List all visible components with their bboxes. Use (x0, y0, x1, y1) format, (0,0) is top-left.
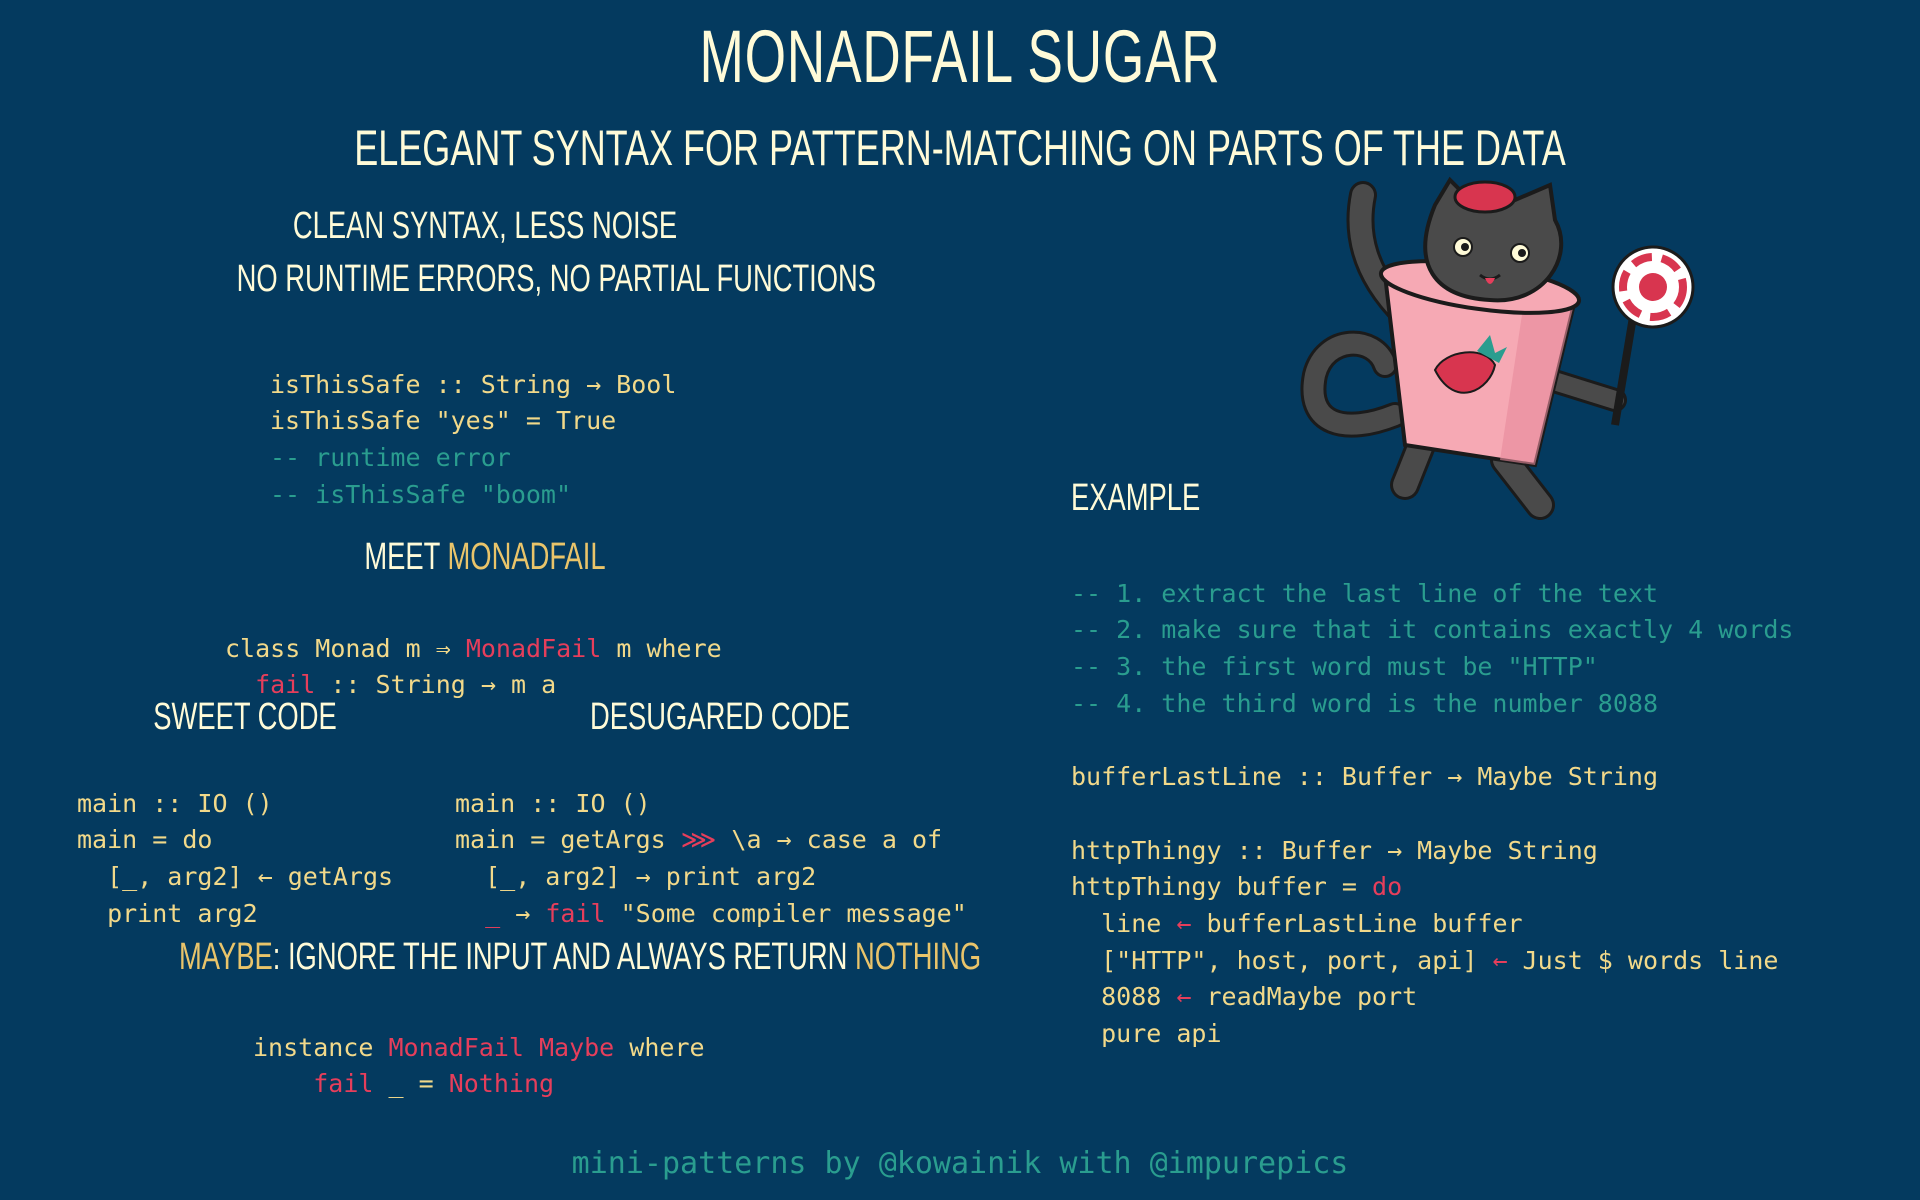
code-comment: -- runtime error (270, 443, 511, 473)
code-comment: -- 3. the first word must be "HTTP" (1071, 652, 1598, 682)
section-no-runtime-errors-heading: NO RUNTIME ERRORS, NO PARTIAL FUNCTIONS (236, 258, 877, 300)
code-line: pure api (1071, 1019, 1222, 1049)
code-line: bufferLastLine :: Buffer → Maybe String (1071, 762, 1658, 792)
code-comment: -- isThisSafe "boom" (270, 479, 572, 509)
code-comment: -- 2. make sure that it contains exactly 4 words (1071, 615, 1794, 645)
blank-line (1071, 796, 1793, 833)
desugared-code-block (455, 749, 967, 933)
code-line: ["HTTP", host, port, api] ← Just $ words line (1071, 945, 1779, 975)
code-comment: -- 4. the third word is the number 8088 (1071, 688, 1658, 718)
section-clean-syntax-heading: CLEAN SYNTAX, LESS NOISE (292, 205, 678, 247)
code-line: _ → fail "Some compiler message" (485, 898, 967, 928)
cat-in-strawberry-cup-with-lollipop-icon (1285, 175, 1695, 520)
maybe-instance-code (253, 993, 705, 1103)
maybe-instance-heading: MAYBE: IGNORE THE INPUT AND ALWAYS RETURN NOTHING (179, 936, 982, 978)
code-line: fail _ = Nothing (313, 1069, 555, 1099)
page-title: MONADFAIL SUGAR (699, 15, 1221, 98)
code-line: main :: IO () (77, 788, 273, 818)
code-line: isThisSafe :: String → Bool (270, 369, 677, 399)
code-line: line ← bufferLastLine buffer (1071, 909, 1523, 939)
code-line: fail :: String → m a (255, 670, 557, 700)
code-line: isThisSafe "yes" = True (270, 406, 617, 436)
desugared-code-heading: DESUGARED CODE (590, 696, 850, 738)
sweet-code-heading: SWEET CODE (153, 696, 337, 738)
footer-credits: mini-patterns by @kowainik with @impurepics (571, 1146, 1349, 1181)
code-line: main = getArgs ⋙ \a → case a of (455, 825, 943, 855)
code-line: main = do (77, 825, 213, 855)
code-line: print arg2 (77, 898, 258, 928)
code-line: [_, arg2] → print arg2 (455, 862, 817, 892)
meet-monadfail-heading: MEET MONADFAIL (364, 536, 606, 578)
code-line: httpThingy :: Buffer → Maybe String (1071, 835, 1598, 865)
code-line: 8088 ← readMaybe port (1071, 982, 1418, 1012)
sweet-code-block (77, 749, 393, 933)
code-line: [_, arg2] ← getArgs (77, 862, 394, 892)
code-line: main :: IO () (455, 788, 651, 818)
code-line: instance MonadFail Maybe where (253, 1032, 705, 1062)
monadfail-class-code (225, 594, 722, 704)
code-line: httpThingy buffer = do (1071, 872, 1403, 902)
unsafe-code-block (270, 330, 676, 514)
blank-line (1071, 723, 1793, 760)
code-line: class Monad m ⇒ MonadFail m where (225, 633, 722, 663)
code-comment: -- 1. extract the last line of the text (1071, 578, 1658, 608)
page-subtitle: ELEGANT SYNTAX FOR PATTERN-MATCHING ON PARTS OF THE DATA (354, 120, 1566, 176)
example-heading: EXAMPLE (1071, 477, 1201, 519)
example-code-block (1071, 539, 1793, 1053)
